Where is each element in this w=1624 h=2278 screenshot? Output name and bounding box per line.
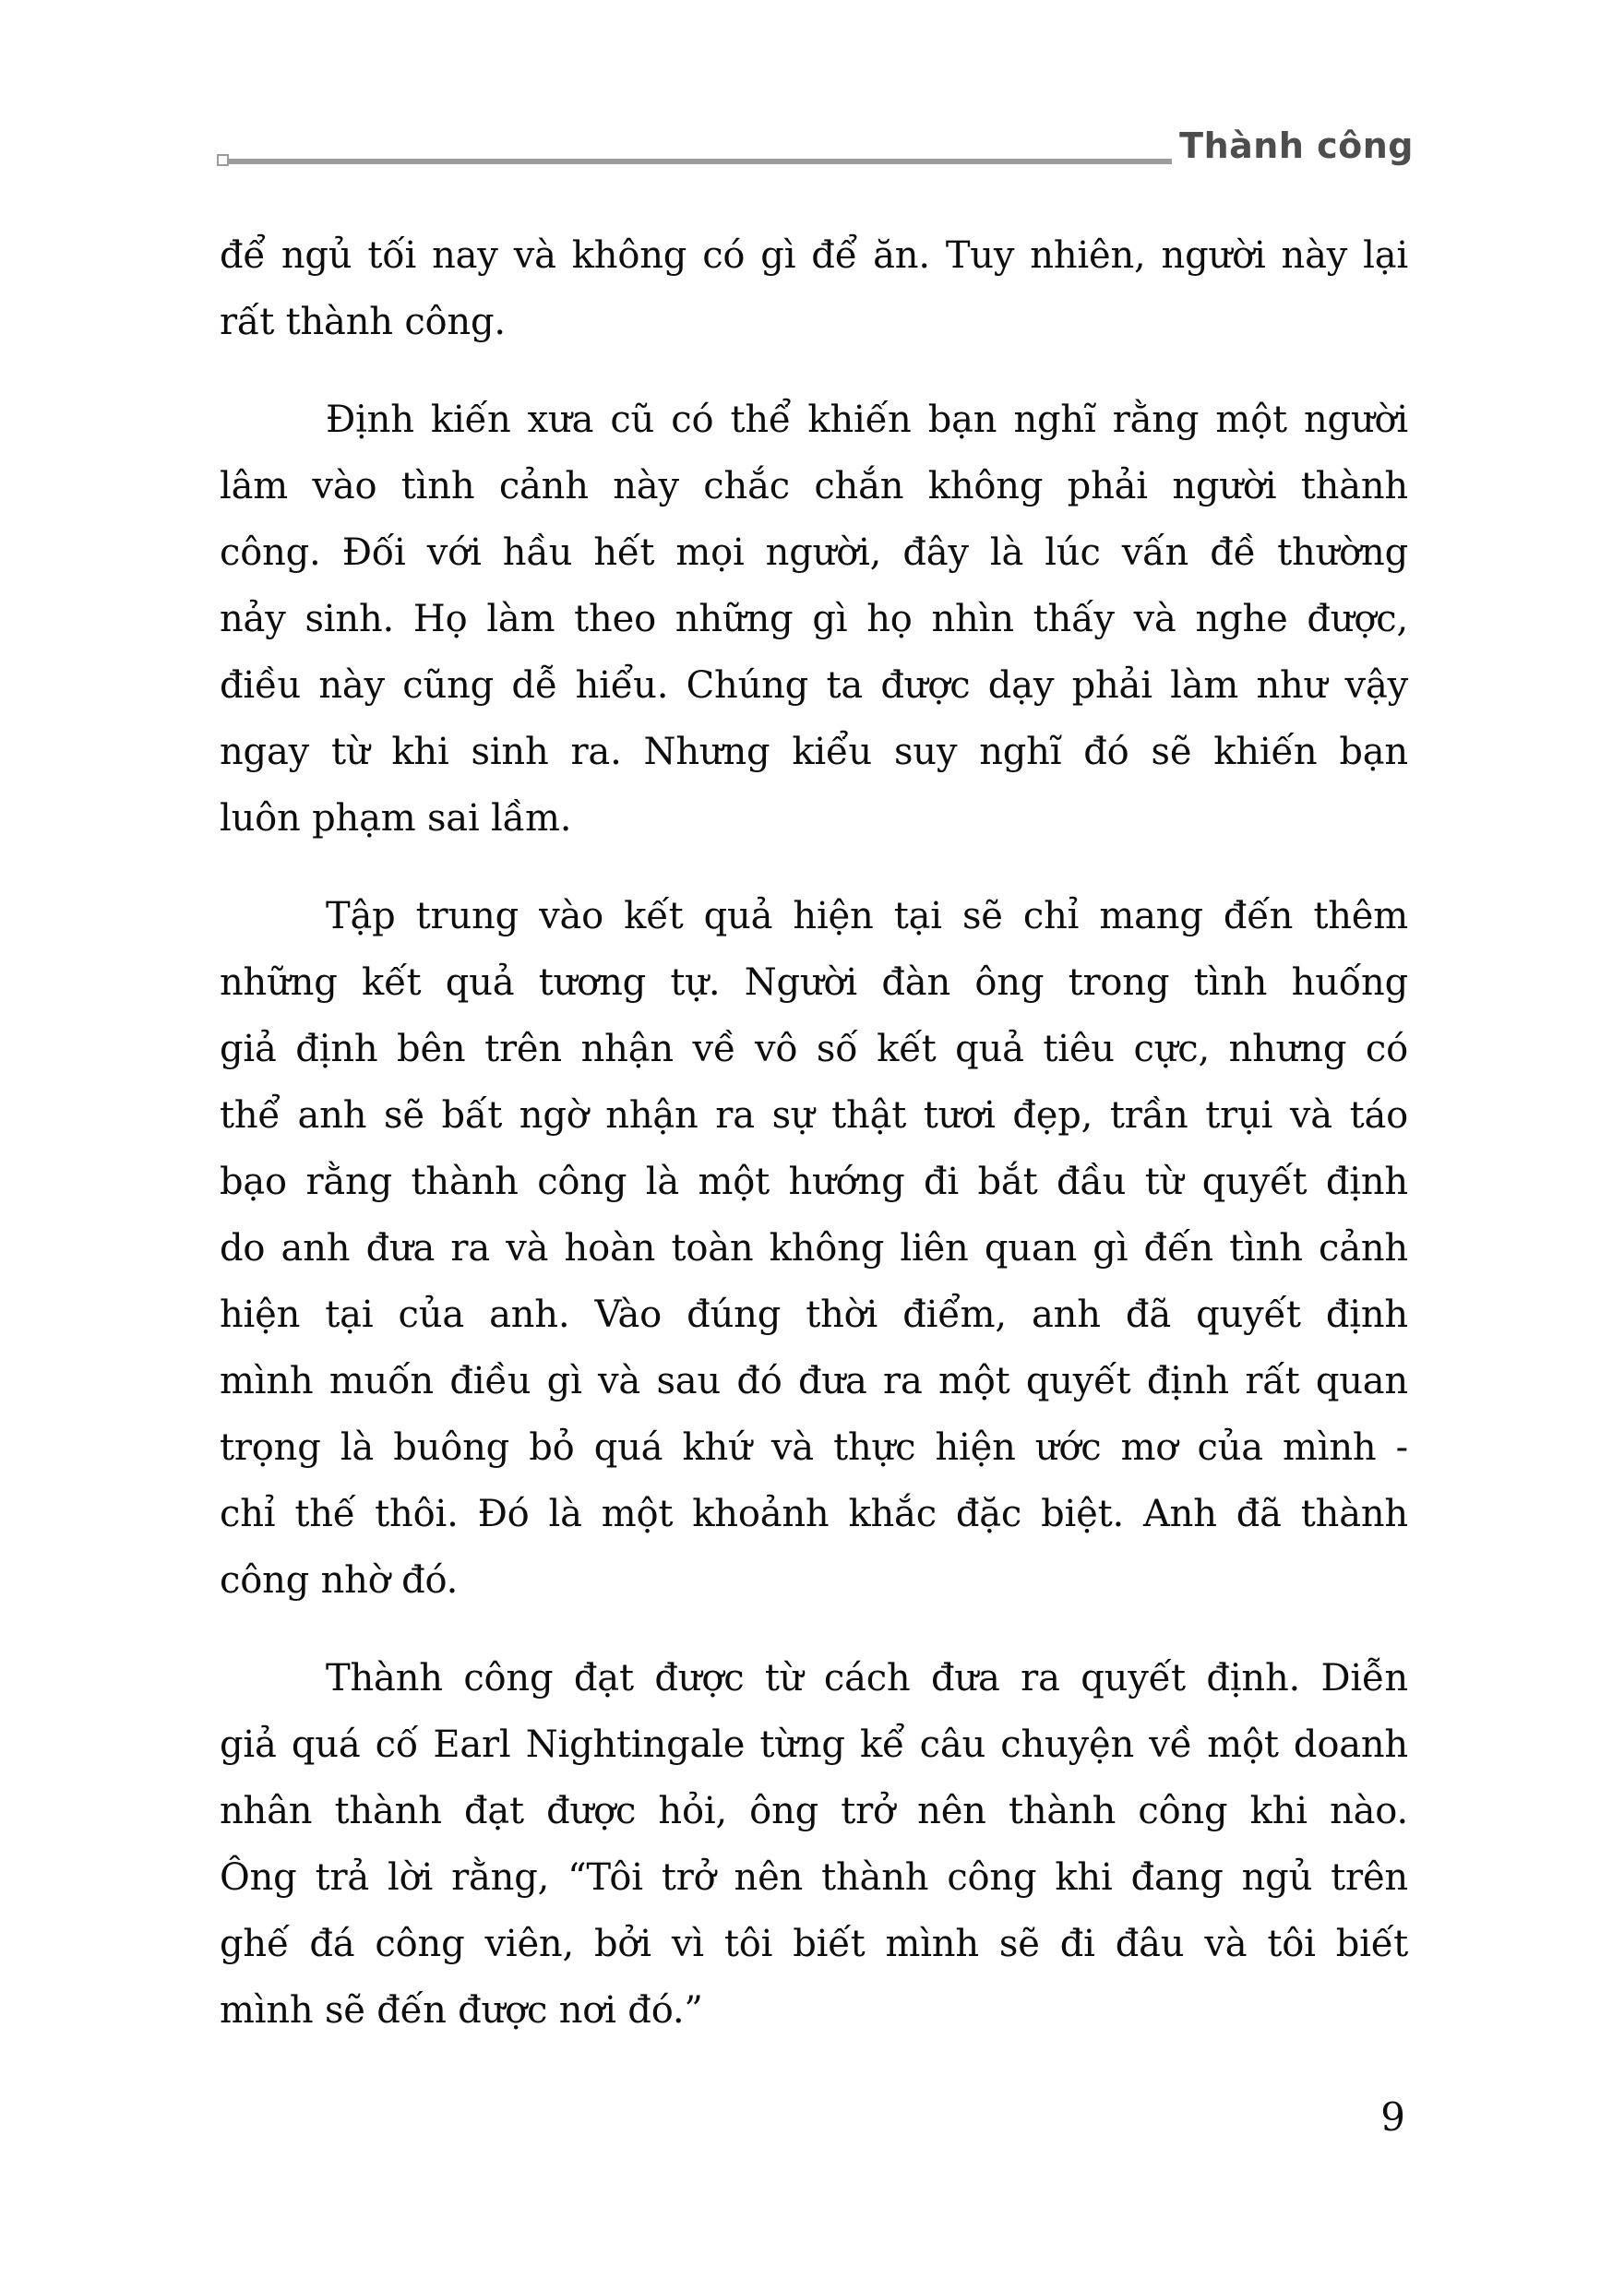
text-line: nảy sinh. Họ làm theo những gì họ nhìn thấy và nghe được,	[220, 598, 1408, 640]
text-line: mình sẽ đến được nơi đó.”	[220, 1989, 703, 2032]
body-text	[220, 222, 1408, 2044]
text-line: Định kiến xưa cũ có thể khiến bạn nghĩ rằng một người	[326, 399, 1408, 441]
text-line: luôn phạm sai lầm.	[220, 797, 572, 840]
text-line: giả định bên trên nhận về vô số kết quả tiêu cực, nhưng có	[220, 1028, 1408, 1070]
text-line: trọng là buông bỏ quá khứ và thực hiện ước mơ của mình -	[220, 1426, 1408, 1469]
paragraph	[220, 883, 1408, 1614]
text-line: ghế đá công viên, bởi vì tôi biết mình sẽ đi đâu và tôi biết	[220, 1923, 1408, 1965]
text-line: lâm vào tình cảnh này chắc chắn không phải người thành	[220, 465, 1408, 507]
text-line: thể anh sẽ bất ngờ nhận ra sự thật tươi đẹp, trần trụi và táo	[220, 1094, 1408, 1137]
header-rule	[229, 159, 1172, 164]
text-line: Ông trả lời rằng, “Tôi trở nên thành công khi đang ngủ trên	[220, 1856, 1408, 1899]
text-line: do anh đưa ra và hoàn toàn không liên quan gì đến tình cảnh	[220, 1227, 1408, 1270]
text-line: công nhờ đó.	[220, 1559, 459, 1602]
text-line: chỉ thế thôi. Đó là một khoảnh khắc đặc biệt. Anh đã thành	[220, 1493, 1408, 1535]
text-line: Tập trung vào kết quả hiện tại sẽ chỉ mang đến thêm	[326, 895, 1408, 937]
header-square-ornament	[217, 154, 229, 166]
text-line: để ngủ tối nay và không có gì để ăn. Tuy nhiên, người này lại	[220, 234, 1408, 277]
paragraph	[220, 1645, 1408, 2044]
text-line: ngay từ khi sinh ra. Nhưng kiểu suy nghĩ đó sẽ khiến bạn	[220, 731, 1408, 773]
text-line: Thành công đạt được từ cách đưa ra quyết định. Diễn	[326, 1657, 1408, 1700]
paragraph	[220, 387, 1408, 852]
text-line: điều này cũng dễ hiểu. Chúng ta được dạy phải làm như vậy	[220, 664, 1408, 707]
text-line: mình muốn điều gì và sau đó đưa ra một quyết định rất quan	[220, 1360, 1408, 1402]
paragraph	[220, 222, 1408, 355]
text-line: giả quá cố Earl Nightingale từng kể câu chuyện về một doanh	[220, 1723, 1408, 1766]
text-line: nhân thành đạt được hỏi, ông trở nên thành công khi nào.	[220, 1790, 1408, 1832]
page-number: 9	[1380, 2094, 1405, 2140]
text-line: hiện tại của anh. Vào đúng thời điểm, anh đã quyết định	[220, 1294, 1408, 1336]
text-line: công. Đối với hầu hết mọi người, đây là lúc vấn đề thường	[220, 531, 1408, 574]
text-line: bạo rằng thành công là một hướng đi bắt đầu từ quyết định	[220, 1161, 1408, 1203]
running-header-title: Thành công	[1179, 125, 1414, 166]
text-line: những kết quả tương tự. Người đàn ông trong tình huống	[220, 961, 1408, 1004]
text-line: rất thành công.	[220, 301, 506, 343]
